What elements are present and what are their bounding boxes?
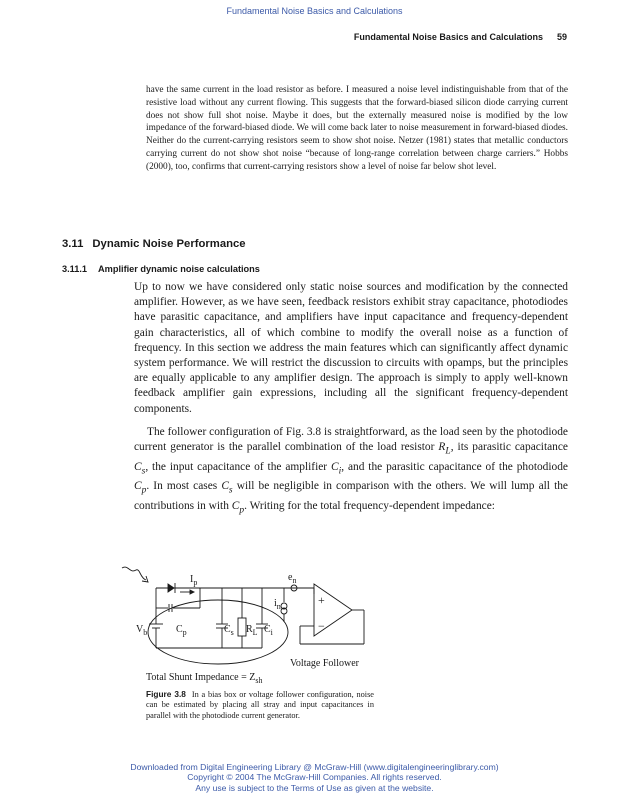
running-head-title: Fundamental Noise Basics and Calculations bbox=[353, 32, 543, 42]
continued-paragraph: have the same current in the load resistor as before. I measured a noise level indistinguishable from that of the resistive load without any current flowing. This suggests that the forward-biased silicon diode carrying current does not show full shot noise. Maybe it does, but the externally measured noise is modified by the low impedance of the forward-biased diode. We will come back later to noise measurement in forward-biased diodes. Neither do the current-carrying resistors seem to show shot noise. Netzer (1981) states that metallic conductors carrying current do not show shot noise “because of long-range correlation between charge carriers.” Hobbs (2000), too, confirms that current-carrying resistors show a level of noise far below shot level. bbox=[146, 85, 568, 172]
page-number: 59 bbox=[556, 32, 567, 42]
circuit-wires bbox=[122, 567, 364, 664]
running-head bbox=[354, 32, 567, 42]
footer-line-3: Any use is subject to the Terms of Use as given at the website. bbox=[195, 782, 434, 793]
subsection-title: Amplifier dynamic noise calculations bbox=[98, 264, 260, 274]
label-voltage-follower: Voltage Follower bbox=[290, 658, 359, 669]
label-rl: $R_L$ bbox=[246, 624, 258, 637]
photodiode bbox=[168, 584, 174, 592]
light-arrow bbox=[122, 567, 146, 580]
light-arrow-head bbox=[142, 576, 148, 582]
figure-caption-label: Figure 3.8 bbox=[146, 689, 186, 699]
figure-3-8-circuit bbox=[118, 560, 378, 692]
label-ip: $I_p$ bbox=[190, 574, 198, 587]
label-vb: $V_b$ bbox=[136, 624, 148, 637]
label-plus: + bbox=[318, 593, 325, 607]
label-in: $i_n$ bbox=[274, 598, 281, 611]
label-minus: − bbox=[318, 619, 325, 633]
footer-line-2: Copyright © 2004 The McGraw-Hill Companies. All rights reserved. bbox=[187, 772, 442, 783]
subsection-number: 3.11.1 bbox=[62, 264, 88, 274]
label-ci: $C_i$ bbox=[264, 624, 273, 637]
figure-caption bbox=[146, 689, 374, 721]
section-number: 3.11 bbox=[62, 238, 84, 250]
section-title: Dynamic Noise Performance bbox=[92, 238, 246, 250]
footer bbox=[0, 762, 629, 793]
label-cp: $C_p$ bbox=[176, 624, 187, 637]
figure-caption-text: In a bias box or voltage follower configuration, noise can be estimated by placing all stray and input capacitances in parallel with the photodiode current generator. bbox=[146, 690, 374, 720]
body-paragraph-2: The follower configuration of Fig. 3.8 is straightforward, as the load seen by the photodiode current generator is the parallel combination of the load resistor $R_L$, its parasitic capacitance $C_s$, the input capacitance of the amplifier $C_i$, and the parasitic capacitance of the photodiode $C_p$. In most cases $C_s$ will be negligible in comparison with the others. We will lump all the contributions in with $C_p$. Writing for the total frequency-dependent impedance: bbox=[134, 426, 568, 515]
body-paragraph-1: Up to now we have considered only static noise sources and modification by the connected amplifier. However, as we have seen, feedback resistors exhibit stray capacitance, photodiodes have parasitic capacitance, and amplifiers have input capacitance and frequency-dependent gain characteristics, all of which combine to modify the overall noise as a function of frequency. In this section we address the main features which can significantly affect dynamic system performance. We will restrict the discussion to circuits with opamps, but the principles are equally applicable to any amplifier design. The approach is simply to apply well-known feedback amplifier gain expressions, including all the significant frequency-dependent components. bbox=[134, 281, 568, 415]
footer-line-1[interactable]: Downloaded from Digital Engineering Library @ McGraw-Hill (www.digitalengineeringlibrary.com) bbox=[130, 762, 499, 772]
label-en: $e_n$ bbox=[288, 572, 297, 585]
top-banner: Fundamental Noise Basics and Calculations bbox=[226, 6, 403, 16]
label-cs: $C_s$ bbox=[224, 624, 234, 637]
label-total-shunt: Total Shunt Impedance = $Z_{sh}$ bbox=[146, 672, 263, 685]
subsection-heading bbox=[62, 264, 260, 274]
section-heading bbox=[62, 238, 246, 250]
